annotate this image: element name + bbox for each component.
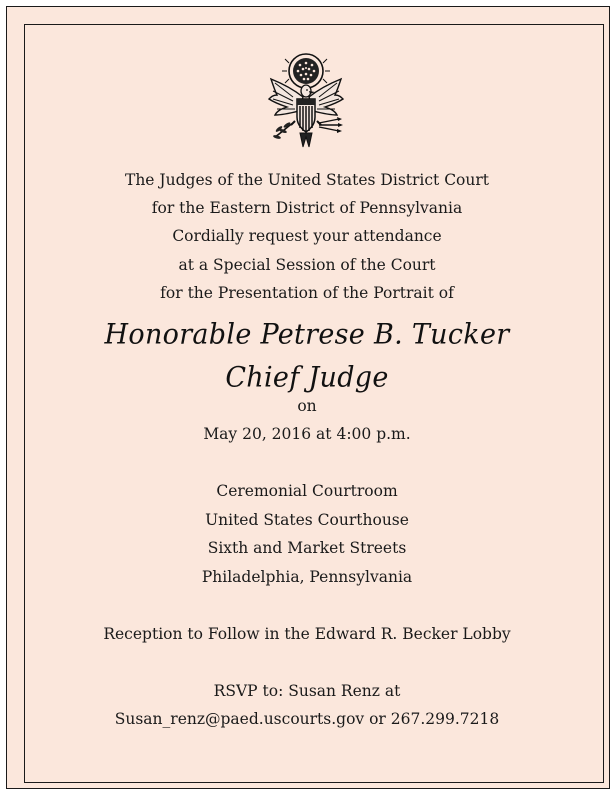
- rsvp-contact: Susan_renz@paed.uscourts.gov or 267.299.7218: [114, 710, 500, 728]
- location-line-1: Ceremonial Courtroom: [216, 482, 398, 500]
- honoree-name: Honorable Petrese B. Tucker: [104, 318, 510, 351]
- intro-line-5: for the Presentation of the Portrait of: [160, 284, 454, 302]
- reception-note: Reception to Follow in the Edward R. Becker Lobby: [103, 625, 511, 643]
- location-line-4: Philadelphia, Pennsylvania: [201, 568, 413, 586]
- location-line-3: Sixth and Market Streets: [207, 539, 407, 557]
- on-word: on: [297, 397, 317, 415]
- honoree-title: Chief Judge: [225, 361, 389, 394]
- rsvp-line: RSVP to: Susan Renz at: [213, 682, 401, 700]
- location-line-2: United States Courthouse: [205, 511, 409, 529]
- intro-line-3: Cordially request your attendance: [172, 227, 442, 245]
- intro-line-2: for the Eastern District of Pennsylvania: [151, 199, 463, 217]
- event-date-time: May 20, 2016 at 4:00 p.m.: [203, 425, 411, 443]
- great-seal-eagle-icon: [263, 49, 349, 157]
- intro-line-4: at a Special Session of the Court: [178, 256, 436, 274]
- intro-line-1: The Judges of the United States District Court: [124, 171, 490, 189]
